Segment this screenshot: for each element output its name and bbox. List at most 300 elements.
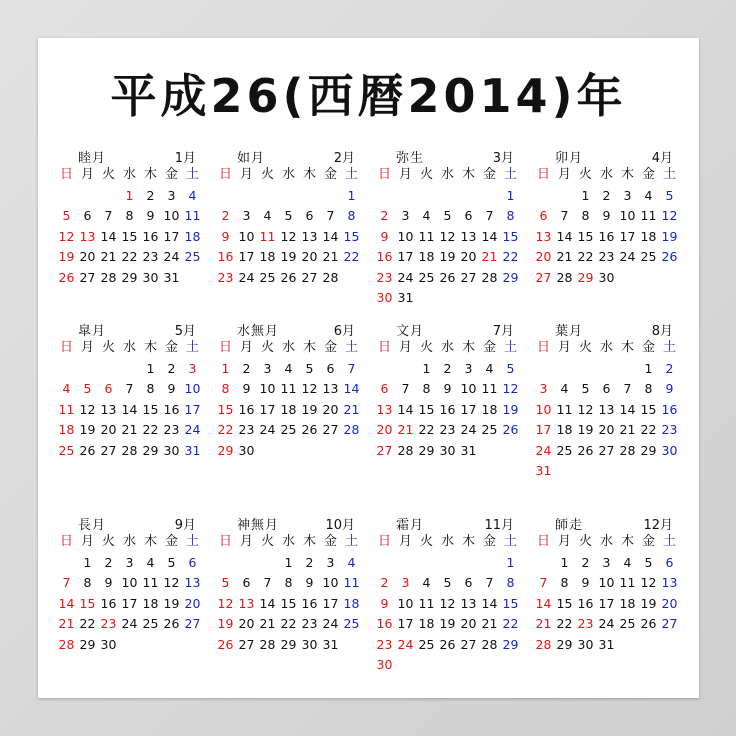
empty-cell [554, 186, 575, 207]
day-cell: 29 [577, 269, 594, 285]
day-cell: 28 [343, 422, 360, 437]
day-cell: 23 [142, 249, 159, 264]
month-june [215, 318, 363, 461]
day-cell: 23 [577, 616, 594, 631]
month-grid [374, 165, 522, 309]
day-cell: 23 [661, 422, 678, 437]
weekday-label: 土 [503, 340, 517, 355]
month-grid [533, 165, 681, 288]
day-cell: 5 [443, 575, 452, 590]
weekday-label: 木 [143, 167, 157, 182]
day-cell: 24 [535, 442, 552, 458]
day-cell: 12 [79, 401, 96, 417]
day-cell: 28 [121, 442, 138, 458]
month-september [56, 512, 204, 655]
day-cell: 10 [397, 595, 414, 611]
empty-cell [98, 186, 119, 207]
day-cell: 20 [301, 249, 318, 264]
day-cell: 1 [506, 187, 515, 203]
day-cell: 17 [163, 228, 180, 244]
empty-cell [98, 359, 119, 380]
day-cell: 26 [577, 442, 594, 458]
day-cell: 2 [581, 554, 590, 570]
month-header [215, 318, 363, 338]
day-cell: 8 [83, 575, 92, 590]
day-cell: 2 [443, 360, 452, 376]
day-cell: 11 [640, 208, 657, 223]
day-cell: 20 [661, 595, 678, 611]
day-cell: 9 [305, 575, 314, 590]
day-cell: 7 [485, 575, 494, 590]
weekday-label: 土 [503, 167, 517, 182]
day-cell: 7 [401, 381, 410, 396]
day-cell: 10 [535, 401, 552, 417]
day-cell: 15 [640, 401, 657, 417]
weekday-label: 水 [281, 167, 295, 182]
empty-cell [119, 359, 140, 380]
day-cell: 29 [280, 636, 297, 652]
day-cell: 24 [163, 249, 180, 264]
weekday-label: 水 [599, 534, 613, 549]
empty-cell [56, 553, 77, 574]
day-cell: 3 [125, 554, 134, 570]
empty-cell [395, 553, 416, 574]
day-cell: 23 [238, 422, 255, 437]
month-header [533, 145, 681, 165]
day-cell: 8 [581, 208, 590, 223]
day-cell: 27 [661, 616, 678, 631]
day-cell: 8 [506, 575, 515, 590]
day-cell: 3 [242, 208, 251, 223]
weekday-label: 火 [101, 167, 115, 182]
day-cell: 21 [259, 616, 276, 631]
day-cell: 25 [418, 269, 435, 285]
day-cell: 9 [104, 575, 113, 590]
empty-cell [554, 359, 575, 380]
empty-cell [533, 359, 554, 380]
weekday-label: 月 [239, 340, 253, 355]
day-cell: 29 [142, 442, 159, 458]
day-cell: 29 [79, 636, 96, 652]
day-cell: 5 [443, 208, 452, 223]
day-cell: 20 [460, 249, 477, 264]
day-cell: 15 [280, 595, 297, 611]
weekday-label: 金 [164, 534, 178, 549]
weekday-label: 火 [419, 534, 433, 549]
day-cell: 27 [79, 269, 96, 285]
weekday-label: 水 [599, 340, 613, 355]
day-cell: 3 [623, 187, 632, 203]
day-cell: 21 [619, 422, 636, 437]
month-december [533, 512, 681, 655]
day-cell: 30 [163, 442, 180, 458]
weekday-label: 木 [620, 167, 634, 182]
weekday-label: 金 [482, 534, 496, 549]
day-cell: 1 [644, 360, 653, 376]
day-cell: 6 [665, 554, 674, 570]
day-cell: 28 [481, 269, 498, 285]
day-cell: 26 [280, 269, 297, 285]
day-cell: 14 [343, 381, 360, 396]
day-cell: 23 [598, 249, 615, 264]
weekday-label: 金 [641, 167, 655, 182]
day-cell: 19 [58, 249, 75, 264]
month-grid [56, 532, 204, 655]
day-cell: 20 [79, 249, 96, 264]
month-grid [215, 165, 363, 288]
month-number: 1月 [174, 151, 196, 166]
day-cell: 16 [163, 401, 180, 417]
empty-cell [575, 359, 596, 380]
day-cell: 7 [62, 575, 71, 590]
day-cell: 17 [598, 595, 615, 611]
day-cell: 13 [322, 381, 339, 396]
day-cell: 3 [263, 360, 272, 376]
day-cell: 9 [665, 381, 674, 396]
day-cell: 20 [598, 422, 615, 437]
month-grid [533, 338, 681, 482]
weekday-label: 土 [662, 534, 676, 549]
weekday-label: 火 [260, 340, 274, 355]
month-april [533, 145, 681, 288]
day-cell: 30 [301, 636, 318, 652]
month-name: 皐月 [78, 324, 107, 339]
day-cell: 3 [401, 208, 410, 223]
day-cell: 7 [104, 208, 113, 223]
day-cell: 14 [397, 401, 414, 417]
day-cell: 4 [485, 360, 494, 376]
day-cell: 27 [322, 422, 339, 437]
day-cell: 18 [556, 422, 573, 437]
weekday-label: 土 [185, 340, 199, 355]
day-cell: 19 [661, 228, 678, 244]
day-cell: 1 [221, 360, 230, 376]
day-cell: 4 [263, 208, 272, 223]
day-cell: 27 [460, 269, 477, 285]
day-cell: 21 [481, 249, 498, 264]
day-cell: 18 [259, 249, 276, 264]
weekday-label: 火 [101, 534, 115, 549]
day-cell: 23 [376, 636, 393, 652]
day-cell: 10 [598, 575, 615, 590]
day-cell: 2 [242, 360, 251, 376]
weekday-label: 月 [557, 534, 571, 549]
day-cell: 21 [322, 249, 339, 264]
month-header [56, 318, 204, 338]
weekday-label: 土 [662, 340, 676, 355]
day-cell: 24 [184, 422, 201, 437]
empty-cell [416, 186, 437, 207]
day-cell: 30 [439, 442, 456, 458]
day-cell: 9 [602, 208, 611, 223]
day-cell: 30 [142, 269, 159, 285]
weekday-label: 水 [122, 340, 136, 355]
day-cell: 20 [322, 401, 339, 417]
weekday-label: 木 [620, 340, 634, 355]
weekday-label: 日 [59, 340, 73, 355]
day-cell: 31 [460, 442, 477, 458]
day-cell: 25 [640, 249, 657, 264]
day-cell: 28 [619, 442, 636, 458]
day-cell: 11 [619, 575, 636, 590]
day-cell: 12 [280, 228, 297, 244]
empty-cell [215, 186, 236, 207]
day-cell: 8 [644, 381, 653, 396]
weekday-label: 月 [239, 167, 253, 182]
day-cell: 9 [221, 228, 230, 244]
day-cell: 1 [83, 554, 92, 570]
day-cell: 23 [100, 616, 117, 631]
day-cell: 23 [301, 616, 318, 631]
day-cell: 13 [535, 228, 552, 244]
weekday-label: 日 [377, 167, 391, 182]
day-cell: 24 [397, 636, 414, 652]
day-cell: 30 [100, 636, 117, 652]
weekday-label: 土 [662, 167, 676, 182]
day-cell: 10 [259, 381, 276, 396]
day-cell: 26 [217, 636, 234, 652]
month-name: 卯月 [555, 151, 584, 166]
month-august [533, 318, 681, 482]
month-number: 7月 [492, 324, 514, 339]
empty-cell [437, 186, 458, 207]
weekday-label: 土 [185, 534, 199, 549]
day-cell: 30 [376, 290, 393, 305]
day-cell: 18 [418, 249, 435, 264]
day-cell: 31 [163, 269, 180, 285]
day-cell: 12 [439, 595, 456, 611]
month-header [374, 512, 522, 532]
month-number: 9月 [174, 518, 196, 533]
empty-cell [257, 553, 278, 574]
weekday-label: 日 [59, 167, 73, 182]
weekday-label: 火 [578, 340, 592, 355]
day-cell: 26 [163, 616, 180, 631]
month-grid [215, 338, 363, 461]
day-cell: 30 [577, 636, 594, 652]
weekday-label: 水 [281, 534, 295, 549]
day-cell: 24 [238, 269, 255, 285]
day-cell: 11 [418, 595, 435, 611]
day-cell: 8 [506, 208, 515, 223]
day-cell: 16 [598, 228, 615, 244]
day-cell: 24 [322, 616, 339, 631]
day-cell: 16 [439, 401, 456, 417]
month-name: 神無月 [237, 518, 280, 533]
day-cell: 3 [464, 360, 473, 376]
day-cell: 27 [376, 442, 393, 458]
day-cell: 1 [125, 187, 134, 203]
day-cell: 17 [397, 616, 414, 631]
day-cell: 19 [439, 616, 456, 631]
day-cell: 16 [100, 595, 117, 611]
day-cell: 9 [581, 575, 590, 590]
month-header [374, 318, 522, 338]
weekday-label: 水 [440, 340, 454, 355]
day-cell: 24 [460, 422, 477, 437]
day-cell: 27 [184, 616, 201, 631]
day-cell: 13 [460, 228, 477, 244]
month-name: 水無月 [237, 324, 280, 339]
day-cell: 4 [146, 554, 155, 570]
day-cell: 13 [301, 228, 318, 244]
day-cell: 16 [577, 595, 594, 611]
day-cell: 14 [58, 595, 75, 611]
day-cell: 11 [343, 575, 360, 590]
weekday-label: 水 [281, 340, 295, 355]
day-cell: 1 [560, 554, 569, 570]
day-cell: 3 [401, 575, 410, 590]
day-cell: 29 [502, 636, 519, 652]
day-cell: 18 [418, 616, 435, 631]
day-cell: 29 [121, 269, 138, 285]
day-cell: 3 [326, 554, 335, 570]
day-cell: 6 [464, 575, 473, 590]
day-cell: 15 [142, 401, 159, 417]
day-cell: 13 [238, 595, 255, 611]
day-cell: 16 [238, 401, 255, 417]
day-cell: 25 [280, 422, 297, 437]
day-cell: 15 [418, 401, 435, 417]
month-grid [533, 532, 681, 655]
day-cell: 19 [502, 401, 519, 417]
day-cell: 7 [560, 208, 569, 223]
day-cell: 2 [602, 187, 611, 203]
weekday-label: 水 [599, 167, 613, 182]
day-cell: 26 [58, 269, 75, 285]
day-cell: 17 [397, 249, 414, 264]
weekday-label: 金 [641, 534, 655, 549]
day-cell: 10 [184, 381, 201, 396]
day-cell: 5 [284, 208, 293, 223]
day-cell: 20 [460, 616, 477, 631]
empty-cell [533, 553, 554, 574]
day-cell: 27 [301, 269, 318, 285]
month-grid [374, 532, 522, 676]
day-cell: 17 [460, 401, 477, 417]
day-cell: 9 [443, 381, 452, 396]
weekday-label: 月 [557, 340, 571, 355]
month-header [215, 145, 363, 165]
weekday-label: 金 [482, 167, 496, 182]
month-january [56, 145, 204, 288]
empty-cell [437, 553, 458, 574]
weekday-label: 月 [557, 167, 571, 182]
weekday-label: 金 [323, 534, 337, 549]
weekday-label: 水 [122, 167, 136, 182]
day-cell: 6 [464, 208, 473, 223]
weekday-label: 月 [80, 340, 94, 355]
day-cell: 12 [661, 208, 678, 223]
weekday-label: 土 [344, 534, 358, 549]
day-cell: 28 [535, 636, 552, 652]
month-header [56, 145, 204, 165]
day-cell: 2 [221, 208, 230, 223]
empty-cell [374, 186, 395, 207]
day-cell: 10 [619, 208, 636, 223]
month-number: 3月 [492, 151, 514, 166]
day-cell: 7 [539, 575, 548, 590]
weekday-label: 日 [536, 534, 550, 549]
day-cell: 28 [100, 269, 117, 285]
day-cell: 17 [184, 401, 201, 417]
day-cell: 15 [556, 595, 573, 611]
month-number: 5月 [174, 324, 196, 339]
month-may [56, 318, 204, 461]
day-cell: 12 [217, 595, 234, 611]
day-cell: 12 [163, 575, 180, 590]
day-cell: 2 [146, 187, 155, 203]
weekday-label: 金 [641, 340, 655, 355]
day-cell: 25 [481, 422, 498, 437]
weekday-label: 火 [578, 167, 592, 182]
day-cell: 15 [502, 595, 519, 611]
day-cell: 24 [259, 422, 276, 437]
day-cell: 10 [121, 575, 138, 590]
weekday-label: 木 [143, 534, 157, 549]
day-cell: 6 [326, 360, 335, 376]
day-cell: 4 [284, 360, 293, 376]
month-header [56, 512, 204, 532]
weekday-label: 日 [377, 534, 391, 549]
month-name: 霜月 [396, 518, 425, 533]
weekday-label: 金 [164, 340, 178, 355]
day-cell: 5 [62, 208, 71, 223]
weekday-label: 日 [218, 340, 232, 355]
day-cell: 15 [502, 228, 519, 244]
day-cell: 16 [142, 228, 159, 244]
day-cell: 14 [322, 228, 339, 244]
weekday-label: 木 [302, 167, 316, 182]
day-cell: 13 [100, 401, 117, 417]
day-cell: 19 [163, 595, 180, 611]
day-cell: 3 [167, 187, 176, 203]
weekday-label: 日 [218, 167, 232, 182]
month-name: 文月 [396, 324, 425, 339]
day-cell: 7 [347, 360, 356, 376]
weekday-label: 水 [440, 534, 454, 549]
day-cell: 8 [422, 381, 431, 396]
day-cell: 22 [280, 616, 297, 631]
month-march [374, 145, 522, 309]
day-cell: 11 [58, 401, 75, 417]
day-cell: 11 [418, 228, 435, 244]
weekday-label: 日 [377, 340, 391, 355]
day-cell: 9 [167, 381, 176, 396]
month-number: 12月 [643, 518, 673, 533]
day-cell: 22 [502, 249, 519, 264]
day-cell: 14 [535, 595, 552, 611]
weekday-label: 土 [503, 534, 517, 549]
day-cell: 7 [263, 575, 272, 590]
day-cell: 7 [623, 381, 632, 396]
day-cell: 12 [577, 401, 594, 417]
day-cell: 28 [58, 636, 75, 652]
day-cell: 15 [121, 228, 138, 244]
day-cell: 14 [121, 401, 138, 417]
day-cell: 26 [502, 422, 519, 437]
day-cell: 9 [380, 228, 389, 244]
day-cell: 14 [619, 401, 636, 417]
day-cell: 15 [577, 228, 594, 244]
day-cell: 2 [380, 208, 389, 223]
day-cell: 4 [560, 381, 569, 396]
empty-cell [215, 553, 236, 574]
weekday-label: 金 [482, 340, 496, 355]
day-cell: 6 [602, 381, 611, 396]
empty-cell [458, 553, 479, 574]
day-cell: 10 [238, 228, 255, 244]
